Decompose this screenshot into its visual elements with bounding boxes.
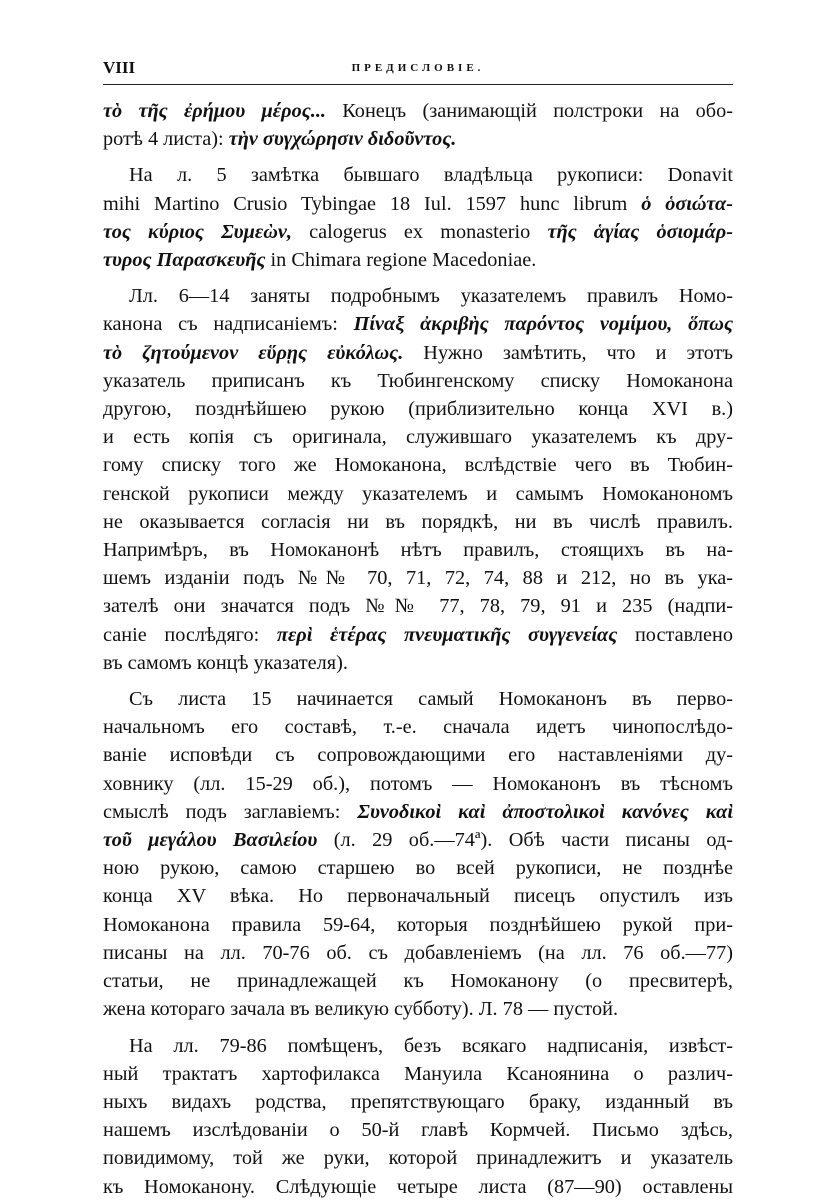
text-run: повидимому, той же руки, которой принадлежитъ и указатель — [103, 1147, 733, 1170]
text-line — [103, 451, 733, 479]
text-run: другою, позднѣйшею рукою (приблизительно конца XVI в.) — [103, 398, 733, 421]
text-line — [103, 798, 733, 826]
text-line — [103, 97, 733, 125]
text-line — [103, 310, 733, 338]
text-line — [103, 995, 733, 1023]
greek-phrase: περὶ ἑτέρας πνευματικῆς συγγενείας — [276, 623, 618, 646]
text-line — [103, 854, 733, 882]
text-line — [103, 685, 733, 713]
text-line — [103, 282, 733, 310]
text-line — [103, 649, 733, 677]
text-run: ваніе исповѣди съ сопровождающими его наставленіями ду- — [103, 744, 733, 767]
text-run: ною рукою, самою старшею во всей рукописи, не позднѣе — [103, 857, 733, 880]
text-line — [103, 161, 733, 189]
text-run: жена котораго зачала въ великую субботу). Л. 78 — пустой. — [103, 998, 619, 1021]
greek-phrase: τὸ τῆς ἐρήμου μέρος... — [103, 100, 326, 122]
greek-phrase: τυρος Παρασκευῆς — [103, 249, 266, 272]
paragraph — [103, 685, 733, 1023]
text-run: На лл. 79-86 помѣщенъ, безъ всякаго надписанія, извѣст- — [129, 1034, 733, 1057]
text-run: генской рукописи между указателемъ и самымъ Номоканономъ — [103, 482, 733, 505]
text-line — [103, 246, 733, 274]
running-title: ПРЕДИСЛОВІЕ. — [351, 62, 485, 74]
text-run: поставлено — [617, 623, 733, 646]
text-line — [103, 1088, 733, 1116]
text-run: статьи, не принадлежащей къ Номоканону (о пресвитерѣ, — [103, 970, 733, 993]
text-run: На л. 5 замѣтка бывшаго владѣльца рукописи: Donavit — [129, 164, 733, 187]
text-line — [103, 939, 733, 967]
greek-phrase: τὴν συγχώρησιν διδοῦντος. — [228, 128, 457, 151]
text-line — [103, 1116, 733, 1144]
text-line — [103, 967, 733, 995]
greek-phrase: τος κύριος Συμεὼν, — [103, 220, 292, 243]
text-run: ховнику (лл. 15-29 об.), потомъ — Номоканонъ въ тѣсномъ — [103, 772, 733, 795]
text-line — [103, 125, 733, 153]
text-line — [103, 882, 733, 910]
text-line — [103, 1060, 733, 1088]
text-line — [103, 826, 733, 854]
text-line — [103, 741, 733, 769]
text-line — [103, 339, 733, 367]
text-line — [103, 423, 733, 451]
text-run: не оказывается согласія ни въ порядкѣ, ни въ числѣ правилъ. — [103, 510, 733, 533]
text-run: ныхъ видахъ родства, препятствующаго браку, изданный въ — [103, 1090, 733, 1113]
text-line — [103, 770, 733, 798]
text-body — [103, 97, 733, 1201]
paragraph — [103, 282, 733, 677]
text-line — [103, 536, 733, 564]
text-run: ный трактатъ хартофилакса Мануила Ксаноянина о различ- — [103, 1062, 733, 1085]
text-line — [103, 395, 733, 423]
text-run: mihi Martino Crusio Tybingae 18 Iul. 1597 hunc librum — [103, 192, 642, 215]
text-run: и есть копія съ оригинала, служившаго указателемъ къ дру- — [103, 426, 733, 449]
text-run: къ Номоканону. Слѣдующіе четыре листа (87—90) оставлены — [103, 1175, 733, 1198]
text-line — [103, 190, 733, 218]
text-run: конца XV вѣка. Но первоначальный писецъ опустилъ изъ — [103, 885, 733, 908]
text-line — [103, 1173, 733, 1201]
text-run: шемъ изданіи подъ №№ 70, 71, 72, 74, 88 и 212, но въ ука- — [103, 567, 733, 590]
text-line — [103, 1032, 733, 1060]
text-run: саніе послѣдяго: — [103, 623, 277, 646]
text-run: Напримѣръ, въ Номоканонѣ нѣтъ правилъ, стоящихъ въ на- — [103, 539, 733, 562]
text-run: Съ листа 15 начинается самый Номоканонъ въ перво- — [129, 688, 733, 711]
paragraph — [103, 97, 733, 153]
greek-phrase: Πίναξ ἀκριβὴς παρόντος νομίμου, ὅπως — [353, 313, 733, 336]
greek-phrase: ὁ ὁσιώτα- — [641, 192, 733, 215]
text-run: нашемъ изслѣдованіи о 50-й главѣ Кормчей. Письмо здѣсь, — [103, 1119, 733, 1142]
text-run: писаны на лл. 70-76 об. съ добавленіемъ (на лл. 76 об.—77) — [103, 941, 733, 964]
text-run: указатель приписанъ къ Тюбингенскому списку Номоканона — [103, 369, 733, 392]
text-run: (л. 29 об.—74ª). Обѣ части писаны од- — [317, 829, 733, 852]
text-run: смыслѣ подъ заглавіемъ: — [103, 800, 358, 823]
text-run: in Chimara regione Macedoniae. — [265, 249, 537, 272]
paragraph — [103, 161, 733, 274]
text-run: канона съ надписаніемъ: — [103, 313, 354, 336]
text-run: Конецъ (занимающій полстроки на обо- — [325, 100, 733, 122]
greek-phrase: τῆς ἁγίας ὁσιομάρ- — [547, 220, 733, 243]
text-run: Номоканона правила 59-64, которыя позднѣйшею рукой при- — [103, 913, 733, 936]
text-run: начальномъ его составѣ, т.-е. сначала идетъ чинопослѣдо- — [103, 716, 733, 739]
page-header — [103, 54, 733, 85]
text-line — [103, 564, 733, 592]
page-number: VIII — [103, 58, 136, 77]
text-run: Лл. 6—14 заняты подробнымъ указателемъ правилъ Номо- — [129, 285, 733, 308]
text-line — [103, 621, 733, 649]
text-line — [103, 367, 733, 395]
paragraph — [103, 1032, 733, 1201]
text-run: calogerus ex monasterio — [291, 220, 548, 243]
text-run: гому списку того же Номоканона, вслѣдствіе чего въ Тюбин- — [103, 454, 733, 477]
text-run: въ самомъ концѣ указателя). — [103, 651, 348, 674]
text-line — [103, 713, 733, 741]
greek-phrase: Συνοδικοὶ καὶ ἀποστολικοὶ κανόνες καὶ — [357, 800, 733, 823]
text-line — [103, 1144, 733, 1172]
text-run: ротѣ 4 листа): — [103, 128, 229, 151]
text-line — [103, 508, 733, 536]
text-run: зателѣ они значатся подъ №№ 77, 78, 79, 91 и 235 (надпи- — [103, 595, 733, 618]
greek-phrase: τοῦ μεγάλου Βασιλείου — [103, 829, 318, 852]
text-line — [103, 218, 733, 246]
text-run: Нужно замѣтить, что и этотъ — [403, 341, 733, 364]
text-line — [103, 592, 733, 620]
text-line — [103, 911, 733, 939]
text-line — [103, 480, 733, 508]
greek-phrase: τὸ ζητούμενον εὕρῃς εὐκόλως. — [103, 341, 404, 364]
